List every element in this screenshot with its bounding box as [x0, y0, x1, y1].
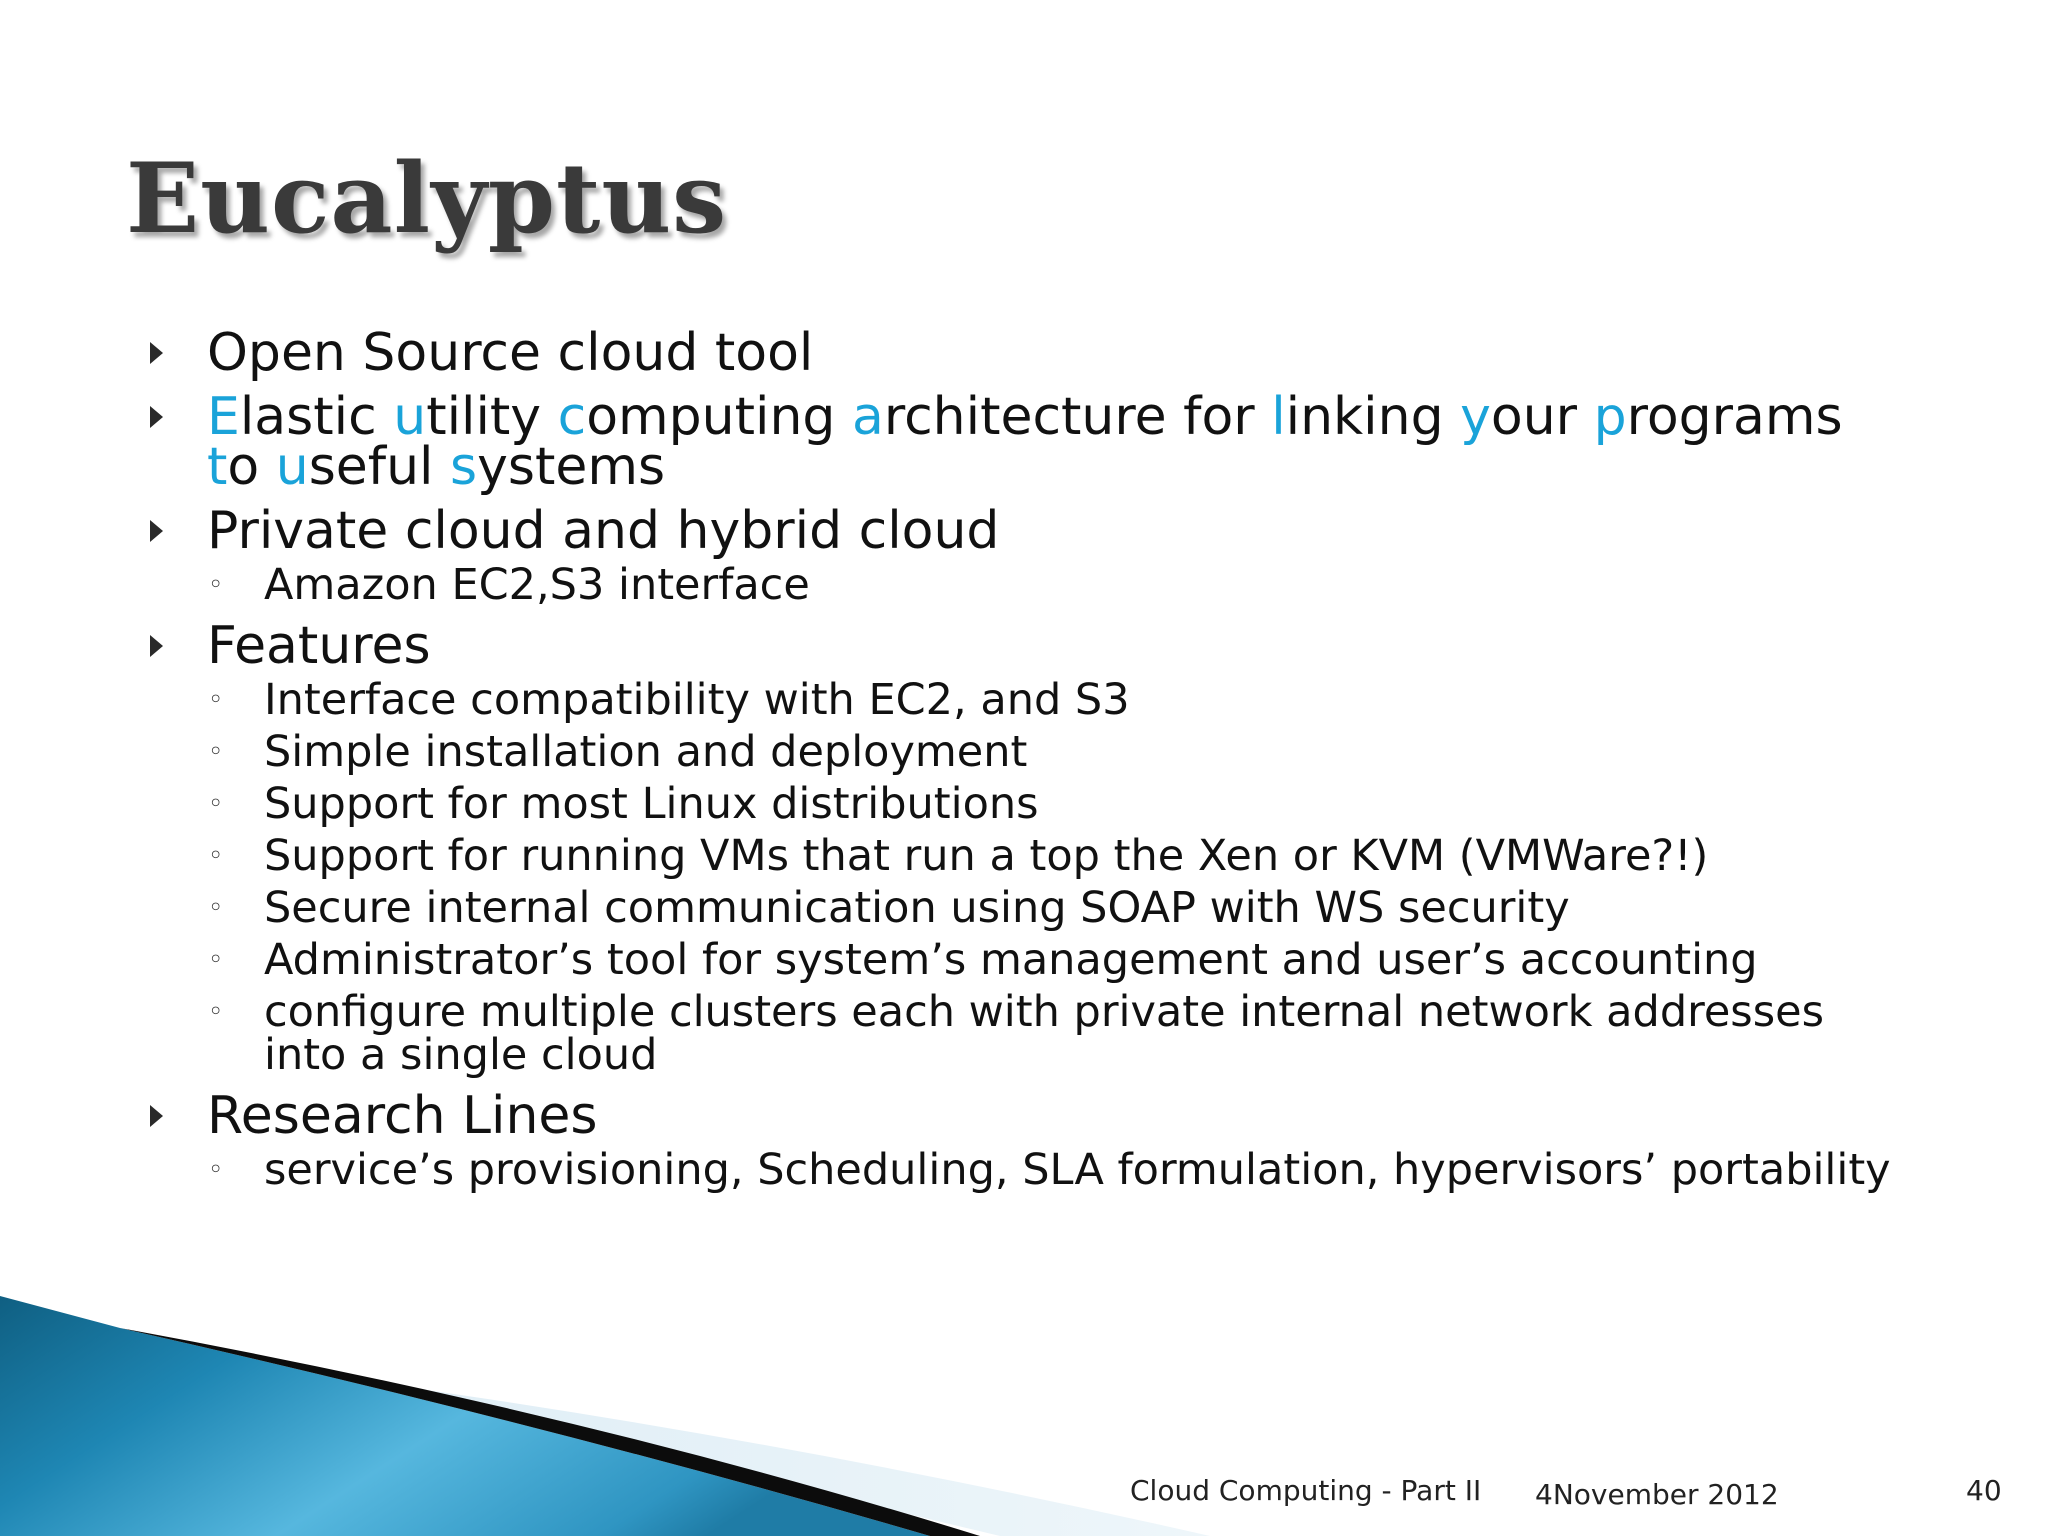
bullet-list	[150, 323, 1910, 1195]
slide-title: Eucalyptus	[126, 142, 728, 255]
sub-bullet	[150, 831, 1910, 881]
sub-bullet	[150, 779, 1910, 829]
acronym-letter: y	[1460, 387, 1491, 447]
bullet-research-lines	[150, 1086, 1910, 1146]
sub-bullet-text: Administrator’s tool for system’s management and user’s accounting	[264, 935, 1758, 985]
page-number: 40	[1966, 1474, 2002, 1507]
bullet-segment: Private cloud and hybrid cloud	[207, 501, 1000, 561]
sub-bullet-text: service’s provisioning, Scheduling, SLA formulation, hypervisors’ portability	[264, 1145, 1891, 1195]
circle-bullet-icon: ◦	[208, 945, 224, 975]
triangle-bullet-icon	[150, 406, 163, 428]
footer-course: Cloud Computing - Part II	[1130, 1474, 1482, 1507]
sub-bullet	[150, 675, 1910, 725]
circle-bullet-icon: ◦	[208, 997, 224, 1027]
triangle-bullet-icon	[150, 520, 163, 542]
bullet-segment: o	[227, 437, 276, 497]
triangle-bullet-icon	[150, 1105, 163, 1127]
bullet-segment: Features	[207, 616, 431, 676]
bullet-segment: tility	[426, 387, 558, 447]
circle-bullet-icon: ◦	[208, 841, 224, 871]
bullet-features	[150, 616, 1910, 676]
triangle-bullet-icon	[150, 635, 163, 657]
bullet-segment: lastic	[239, 387, 394, 447]
bullet-segment: seful	[308, 437, 451, 497]
bullet-text	[207, 387, 1843, 497]
sub-bullet	[150, 1145, 1910, 1195]
bullet-segment: ystems	[477, 437, 666, 497]
bullet-segment: rchitecture for	[883, 387, 1272, 447]
sub-bullet-text: Support for most Linux distributions	[264, 779, 1039, 829]
circle-bullet-icon: ◦	[208, 1155, 224, 1185]
sub-bullet	[150, 987, 1910, 1080]
bullet-elastic-utility	[150, 387, 1910, 497]
acronym-letter: a	[851, 387, 884, 447]
acronym-letter: u	[275, 437, 309, 497]
sub-bullet-text: configure multiple clusters each with private internal network addresses into a single cloud	[264, 987, 1824, 1080]
acronym-letter: s	[450, 437, 478, 497]
acronym-letter: l	[1271, 387, 1286, 447]
bullet-segment: inking	[1285, 387, 1461, 447]
bullet-segment: Research Lines	[207, 1086, 598, 1146]
bullet-text	[207, 323, 813, 383]
circle-bullet-icon: ◦	[208, 570, 224, 600]
bullet-segment: our	[1490, 387, 1594, 447]
sub-bullet-text: Amazon EC2,S3 interface	[264, 560, 810, 610]
sub-bullet-text: Secure internal communication using SOAP with WS security	[264, 883, 1570, 933]
bullet-private-cloud	[150, 501, 1910, 561]
sub-bullet	[150, 935, 1910, 985]
sub-bullet	[150, 727, 1910, 777]
circle-bullet-icon: ◦	[208, 893, 224, 923]
bullet-segment: omputing	[586, 387, 852, 447]
triangle-bullet-icon	[150, 342, 163, 364]
acronym-letter: c	[557, 387, 587, 447]
acronym-letter: E	[207, 387, 240, 447]
bullet-segment: rograms	[1626, 387, 1843, 447]
acronym-letter: t	[207, 437, 228, 497]
circle-bullet-icon: ◦	[208, 789, 224, 819]
bullet-text	[207, 616, 431, 676]
footer-date: 4November 2012	[1535, 1478, 1779, 1511]
bullet-segment: Open Source cloud tool	[207, 323, 814, 383]
bullet-text	[207, 501, 999, 561]
circle-bullet-icon: ◦	[208, 737, 224, 767]
sub-bullet	[150, 883, 1910, 933]
sub-bullet-text: Support for running VMs that run a top the Xen or KVM (VMWare?!)	[264, 831, 1709, 881]
sub-bullet-text: Interface compatibility with EC2, and S3	[264, 675, 1130, 725]
bullet-text	[207, 1086, 598, 1146]
acronym-letter: u	[393, 387, 427, 447]
bullet-open-source	[150, 323, 1910, 383]
sub-bullet-text: Simple installation and deployment	[264, 727, 1028, 777]
sub-bullet	[150, 560, 1910, 610]
circle-bullet-icon: ◦	[208, 685, 224, 715]
acronym-letter: p	[1593, 387, 1627, 447]
